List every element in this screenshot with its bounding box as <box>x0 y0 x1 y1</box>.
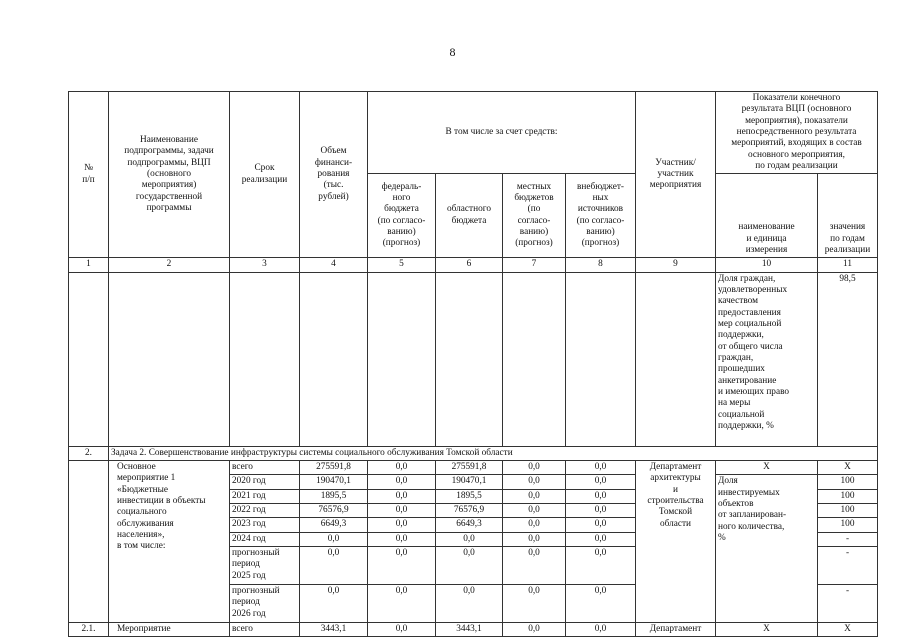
header-federal: федераль- ного бюджета (по согласо- ванию) (прогноз) <box>368 174 436 258</box>
column-number: 5 <box>368 258 436 272</box>
header-local: местных бюджетов (по согласо- ванию) (прогноз) <box>503 174 566 258</box>
federal-cell: 0,0 <box>368 518 436 532</box>
table-header-row-1 <box>69 92 878 174</box>
federal-cell: 0,0 <box>368 475 436 489</box>
column-number: 8 <box>566 258 636 272</box>
extra-cell: 0,0 <box>566 546 636 584</box>
extra-cell: 0,0 <box>566 622 636 636</box>
term-cell: прогнозный период 2026 год <box>230 584 300 622</box>
volume-cell: 0,0 <box>300 532 368 546</box>
task-row <box>69 446 878 460</box>
regional-cell: 0,0 <box>436 532 503 546</box>
federal-cell: 0,0 <box>368 622 436 636</box>
local-cell: 0,0 <box>503 475 566 489</box>
local-cell: 0,0 <box>503 532 566 546</box>
program-table <box>68 91 878 637</box>
federal-cell: 0,0 <box>368 489 436 503</box>
regional-cell: 6649,3 <box>436 518 503 532</box>
header-indicator-values: значения по годам реализации <box>818 174 878 258</box>
regional-cell: 76576,9 <box>436 503 503 517</box>
local-cell: 0,0 <box>503 584 566 622</box>
header-extra: внебюджет- ных источников (по согласо- ванию) (прогноз) <box>566 174 636 258</box>
extra-cell: 0,0 <box>566 532 636 546</box>
sub-event-row <box>69 622 878 636</box>
sub-event-participant: Департамент <box>636 622 716 636</box>
volume-cell: 1895,5 <box>300 489 368 503</box>
header-num: № п/п <box>69 92 109 258</box>
volume-cell: 0,0 <box>300 546 368 584</box>
regional-cell: 190470,1 <box>436 475 503 489</box>
indicator-value: 100 <box>818 503 878 517</box>
indicator-value: 100 <box>818 489 878 503</box>
header-regional: областного бюджета <box>436 174 503 258</box>
main-event-name: Основное мероприятие 1 «Бюджетные инвестиции в объекты социального обслуживания населения», в том числе: <box>109 460 230 622</box>
local-cell: 0,0 <box>503 460 566 474</box>
regional-cell: 275591,8 <box>436 460 503 474</box>
term-cell: прогнозный период 2025 год <box>230 546 300 584</box>
header-name: Наименование подпрограммы, задачи подпрограммы, ВЦП (основного мероприятия) государственной программы <box>109 92 230 258</box>
volume-cell: 6649,3 <box>300 518 368 532</box>
local-cell: 0,0 <box>503 546 566 584</box>
sub-event-indicator-value: Х <box>818 622 878 636</box>
indicator-value: 100 <box>818 518 878 532</box>
federal-cell: 0,0 <box>368 532 436 546</box>
local-cell: 0,0 <box>503 489 566 503</box>
extra-cell: 0,0 <box>566 503 636 517</box>
term-cell: 2022 год <box>230 503 300 517</box>
column-number: 2 <box>109 258 230 272</box>
volume-cell: 190470,1 <box>300 475 368 489</box>
federal-cell: 0,0 <box>368 584 436 622</box>
regional-cell: 0,0 <box>436 546 503 584</box>
header-indicators: Показатели конечного результата ВЦП (основного мероприятия), показатели непосредственного результата мероприятий, входящих в состав основного мероприятия, по годам реализации <box>716 92 878 174</box>
main-event-indicator-name: Доля инвестируемых объектов от запланирован- ного количества, % <box>716 475 818 623</box>
volume-cell: 0,0 <box>300 584 368 622</box>
regional-cell: 0,0 <box>436 584 503 622</box>
column-number: 6 <box>436 258 503 272</box>
task-number: 2. <box>69 446 109 460</box>
indicator-name-total: Х <box>716 460 818 474</box>
column-number: 1 <box>69 258 109 272</box>
extra-cell: 0,0 <box>566 489 636 503</box>
extra-cell: 0,0 <box>566 518 636 532</box>
task-title: Задача 2. Совершенствование инфраструктуры системы социального обслуживания Томской области <box>109 446 878 460</box>
previous-indicator-row <box>69 272 878 446</box>
column-number: 11 <box>818 258 878 272</box>
indicator-value: - <box>818 532 878 546</box>
header-volume: Объем финанси- рования (тыс. рублей) <box>300 92 368 258</box>
indicator-value: 100 <box>818 475 878 489</box>
previous-indicator-name: Доля граждан, удовлетворенных качеством предоставления мер социальной поддержки, от общего числа граждан, прошедших анкетирование и имеющих право на меры социальной поддержки, % <box>716 272 818 446</box>
main-event-participant: Департамент архитектуры и строительства Томской области <box>636 460 716 622</box>
term-cell: 2024 год <box>230 532 300 546</box>
volume-cell: 76576,9 <box>300 503 368 517</box>
column-number: 4 <box>300 258 368 272</box>
column-number: 9 <box>636 258 716 272</box>
page-number: 8 <box>449 45 456 59</box>
term-cell: 2023 год <box>230 518 300 532</box>
federal-cell: 0,0 <box>368 503 436 517</box>
term-cell: всего <box>230 460 300 474</box>
column-number: 3 <box>230 258 300 272</box>
volume-cell: 275591,8 <box>300 460 368 474</box>
header-participant: Участник/ участник мероприятия <box>636 92 716 258</box>
previous-indicator-value: 98,5 <box>818 272 878 446</box>
local-cell: 0,0 <box>503 518 566 532</box>
column-number: 10 <box>716 258 818 272</box>
local-cell: 0,0 <box>503 622 566 636</box>
regional-cell: 3443,1 <box>436 622 503 636</box>
column-number: 7 <box>503 258 566 272</box>
term-cell: 2021 год <box>230 489 300 503</box>
indicator-value: - <box>818 584 878 622</box>
sub-event-indicator-name: Х <box>716 622 818 636</box>
header-indicator-name: наименование и единица измерения <box>716 174 818 258</box>
federal-cell: 0,0 <box>368 546 436 584</box>
sub-event-name: Мероприятие <box>109 622 230 636</box>
extra-cell: 0,0 <box>566 584 636 622</box>
regional-cell: 1895,5 <box>436 489 503 503</box>
federal-cell: 0,0 <box>368 460 436 474</box>
header-sources: В том числе за счет средств: <box>368 92 636 174</box>
indicator-value: - <box>818 546 878 584</box>
main-event-row-total <box>69 460 878 474</box>
local-cell: 0,0 <box>503 503 566 517</box>
header-term: Срок реализации <box>230 92 300 258</box>
term-cell: всего <box>230 622 300 636</box>
sub-event-number: 2.1. <box>69 622 109 636</box>
column-numbers-row <box>69 258 878 272</box>
volume-cell: 3443,1 <box>300 622 368 636</box>
term-cell: 2020 год <box>230 475 300 489</box>
extra-cell: 0,0 <box>566 475 636 489</box>
indicator-value-total: Х <box>818 460 878 474</box>
extra-cell: 0,0 <box>566 460 636 474</box>
